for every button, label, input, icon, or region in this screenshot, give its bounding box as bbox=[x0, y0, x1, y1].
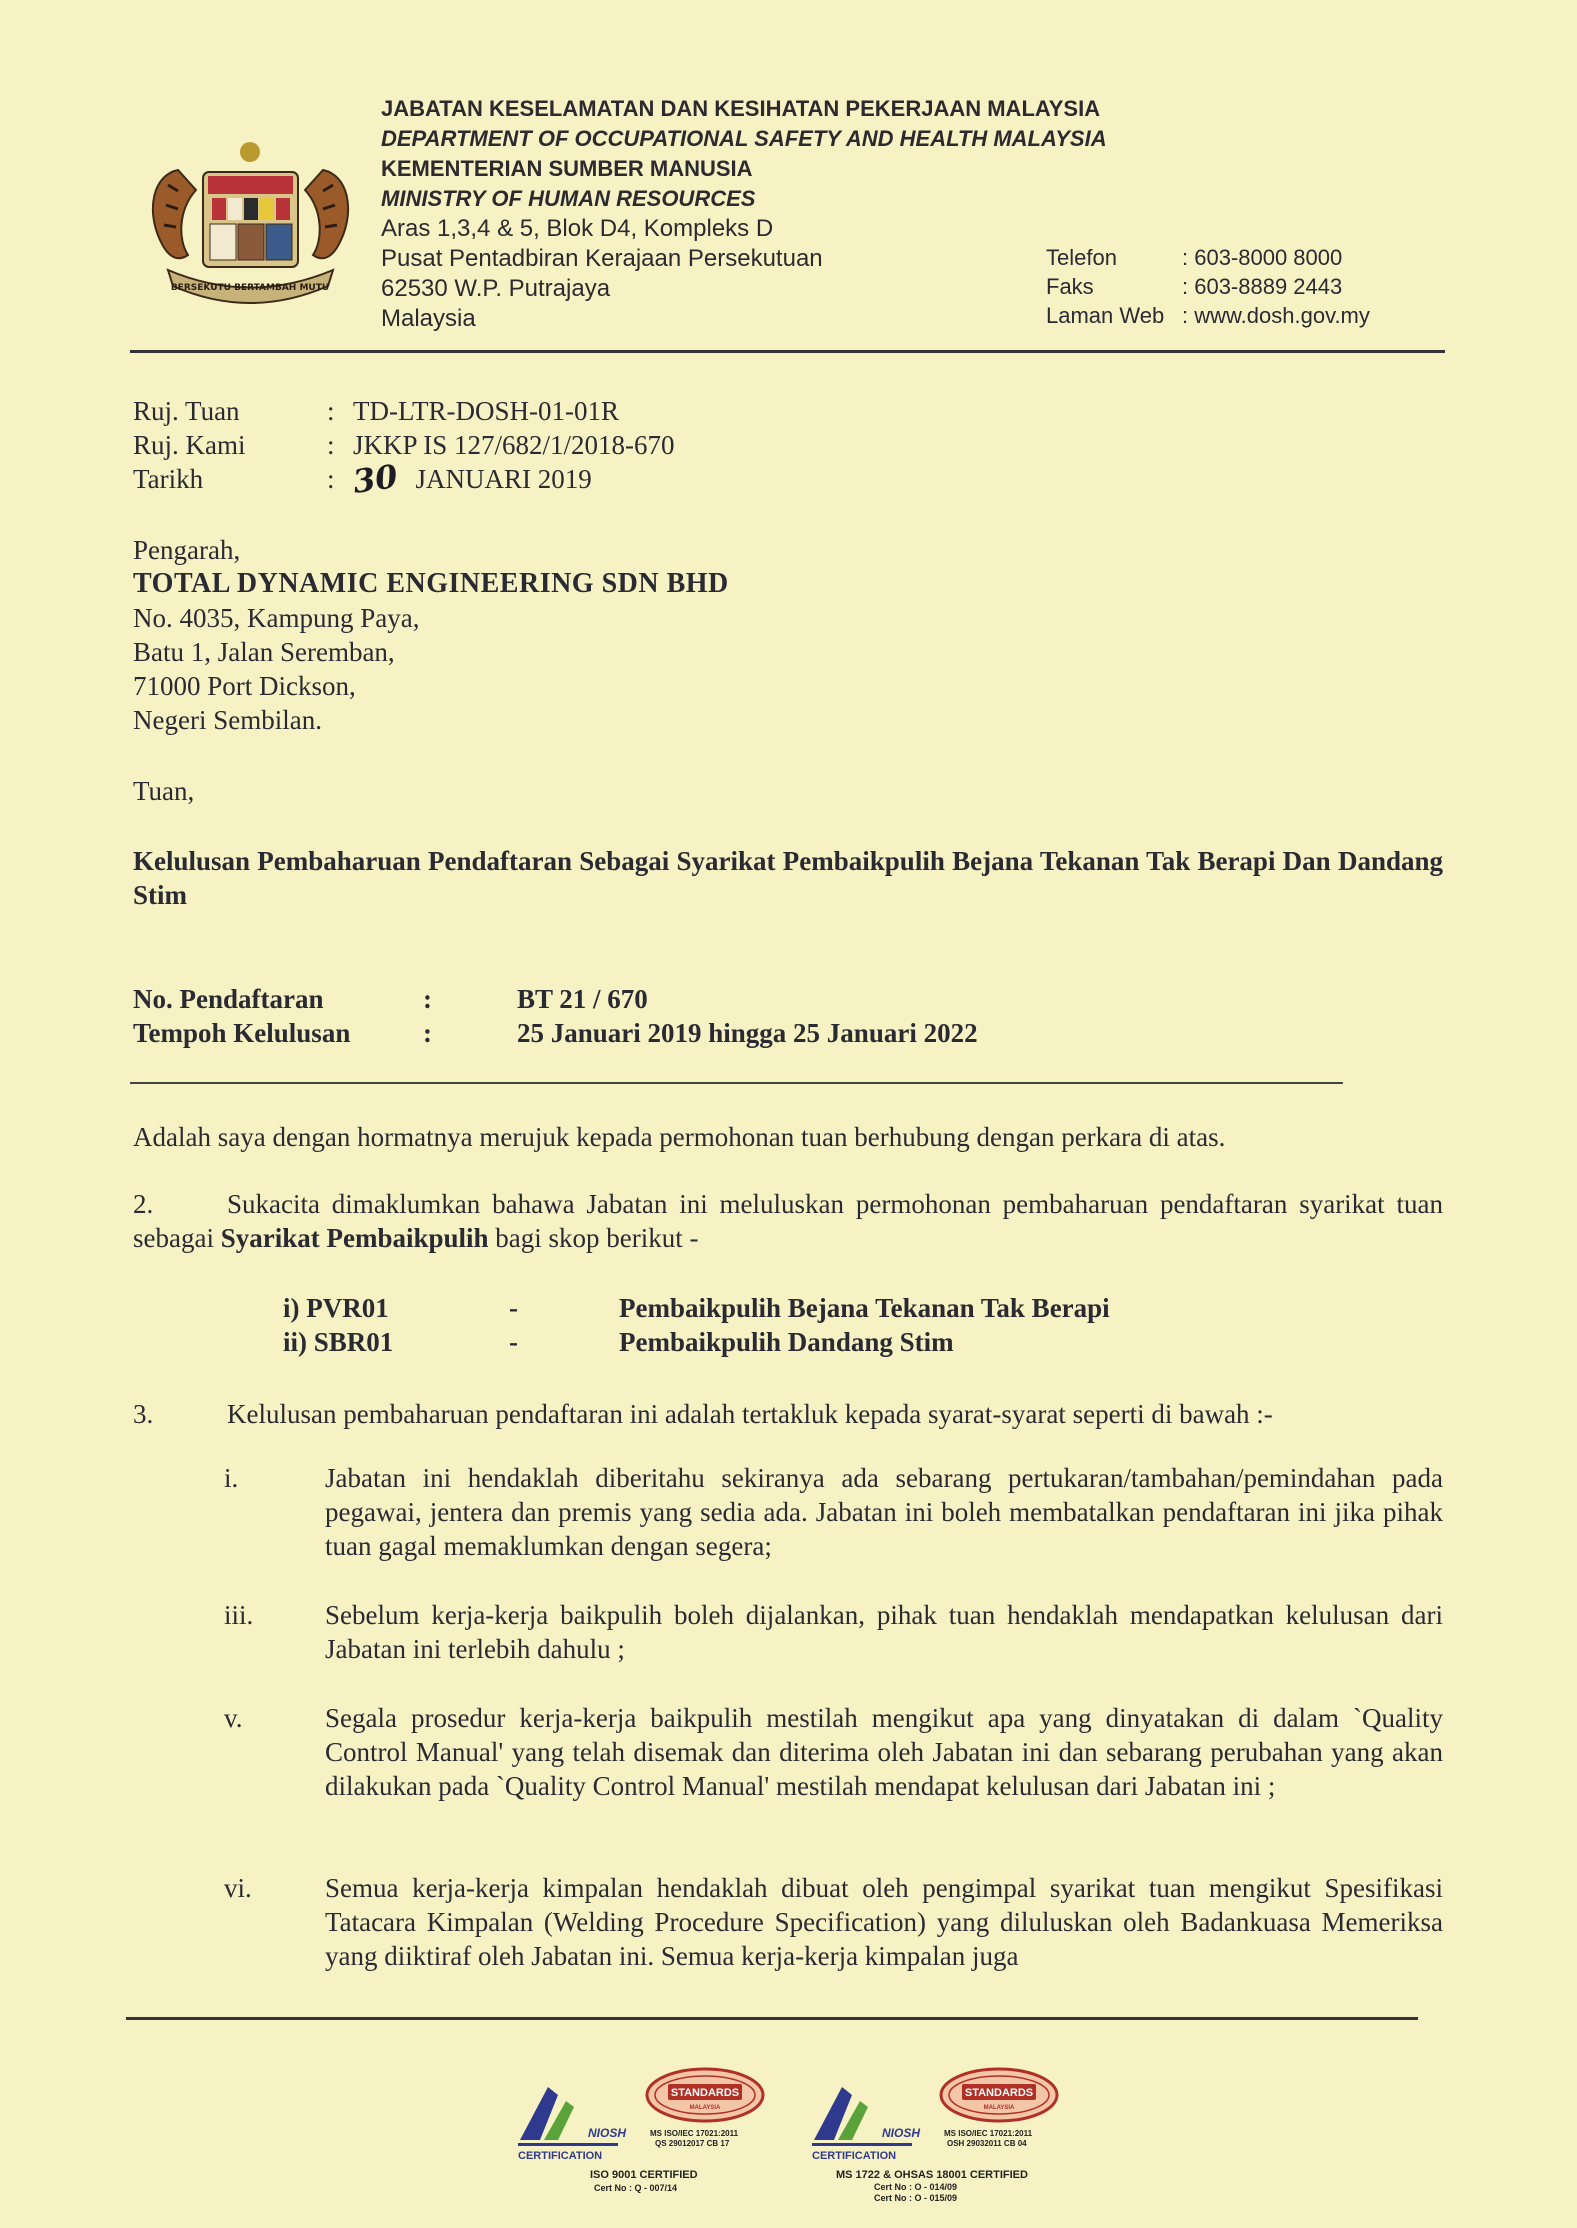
scope-code: i) PVR01 bbox=[283, 1293, 389, 1323]
dept-name-en: DEPARTMENT OF OCCUPATIONAL SAFETY AND HEALTH MALAYSIA bbox=[381, 126, 1107, 151]
ref-label: Ruj. Kami bbox=[133, 430, 246, 460]
contact-value: : 603-8000 8000 bbox=[1182, 245, 1343, 270]
condition-number: iii. bbox=[224, 1600, 254, 1630]
condition-number: i. bbox=[224, 1463, 239, 1493]
certification-mark-iso9001 bbox=[510, 2065, 770, 2205]
dept-name-ms: JABATAN KESELAMATAN DAN KESIHATAN PEKERJAAN MALAYSIA bbox=[381, 96, 1101, 121]
niosh-certification-logo bbox=[804, 2065, 1064, 2165]
certificate-number: Cert No : O - 014/09 bbox=[874, 2182, 958, 2192]
ref-colon: : bbox=[327, 396, 335, 426]
ref-row-ruj-tuan bbox=[133, 394, 675, 428]
paragraph-number: 2. bbox=[133, 1189, 154, 1219]
certificate-number: Cert No : Q - 007/14 bbox=[594, 2183, 678, 2193]
ref-row-tarikh bbox=[133, 457, 675, 501]
recipient-title: Pengarah, bbox=[133, 535, 241, 565]
malaysia-crest-logo bbox=[138, 130, 363, 305]
contact-row-phone bbox=[1046, 243, 1370, 272]
registration-row-no bbox=[133, 982, 978, 1016]
condition-item bbox=[224, 1598, 1443, 1666]
ref-value: JANUARI 2019 bbox=[415, 464, 592, 494]
paragraph-3 bbox=[133, 1397, 1443, 1431]
scope-code: ii) SBR01 bbox=[283, 1327, 394, 1357]
address-line: Malaysia bbox=[381, 305, 476, 332]
niosh-text: NIOSH bbox=[588, 2126, 627, 2140]
standards-text: STANDARDS bbox=[670, 2087, 740, 2099]
paragraph-number: 3. bbox=[133, 1399, 154, 1429]
contact-label: Faks bbox=[1046, 274, 1094, 299]
condition-number: vi. bbox=[224, 1873, 252, 1903]
crest-motto: BERSEKUTU BERTAMBAH MUTU bbox=[170, 283, 330, 293]
standards-text: STANDARDS bbox=[964, 2087, 1034, 2099]
address-line: Aras 1,3,4 & 5, Blok D4, Kompleks D bbox=[381, 215, 774, 242]
reference-block bbox=[133, 394, 675, 501]
niosh-text: NIOSH bbox=[882, 2126, 921, 2140]
niosh-certification-logo bbox=[510, 2065, 770, 2165]
registration-colon: : bbox=[423, 1018, 432, 1048]
certification-caption: MS 1722 & OHSAS 18001 CERTIFIED bbox=[836, 2169, 1028, 2181]
registration-label: Tempoh Kelulusan bbox=[133, 1018, 351, 1048]
standards-sub-text: MALAYSIA bbox=[689, 2105, 721, 2111]
accreditation-line: MS ISO/IEC 17021:2011 bbox=[650, 2129, 739, 2138]
registration-colon: : bbox=[423, 984, 432, 1014]
address-line: 62530 W.P. Putrajaya bbox=[381, 275, 611, 302]
certificate-number: Cert No : O - 015/09 bbox=[874, 2193, 958, 2203]
recipient-line: No. 4035, Kampung Paya, bbox=[133, 603, 420, 633]
paragraph-2 bbox=[133, 1187, 1443, 1255]
paragraph-text: Sukacita dimaklumkan bahawa Jabatan ini meluluskan permohonan pembaharuan pendaftaran syarikat tuan sebagai bbox=[133, 1189, 1443, 1253]
scope-description: Pembaikpulih Dandang Stim bbox=[619, 1327, 954, 1357]
condition-text: Sebelum kerja-kerja baikpulih boleh dijalankan, pihak tuan hendaklah mendapatkan kelulusan dari Jabatan ini terlebih dahulu ; bbox=[325, 1600, 1443, 1664]
ref-row-ruj-kami bbox=[133, 428, 675, 462]
contact-value: : www.dosh.gov.my bbox=[1182, 303, 1370, 328]
certification-text: CERTIFICATION bbox=[812, 2150, 897, 2162]
recipient-line: Batu 1, Jalan Seremban, bbox=[133, 637, 395, 667]
recipient-address bbox=[133, 533, 729, 737]
condition-item bbox=[224, 1871, 1443, 1973]
header-divider bbox=[130, 350, 1445, 353]
scope-dash: - bbox=[509, 1293, 518, 1323]
recipient-line: Negeri Sembilan. bbox=[133, 705, 322, 735]
certification-text: CERTIFICATION bbox=[518, 2150, 603, 2162]
accreditation-line: OSH 29032011 CB 04 bbox=[947, 2139, 1027, 2148]
registration-block bbox=[133, 982, 978, 1050]
registration-label: No. Pendaftaran bbox=[133, 984, 324, 1014]
contact-label: Telefon bbox=[1046, 245, 1117, 270]
registration-value: 25 Januari 2019 hingga 25 Januari 2022 bbox=[517, 1018, 978, 1048]
salutation: Tuan, bbox=[133, 776, 195, 806]
address-line: Pusat Pentadbiran Kerajaan Persekutuan bbox=[381, 245, 823, 272]
footer-divider bbox=[126, 2017, 1418, 2020]
paragraph-text: Kelulusan pembaharuan pendaftaran ini adalah tertakluk kepada syarat-syarat seperti di bawah :- bbox=[227, 1399, 1273, 1429]
paragraph-1: Adalah saya dengan hormatnya merujuk kepada permohonan tuan berhubung dengan perkara di atas. bbox=[133, 1122, 1226, 1152]
condition-text: Jabatan ini hendaklah diberitahu sekiranya ada sebarang pertukaran/tambahan/pemindahan pada pegawai, jentera dan premis yang sedia ada. Jabatan ini boleh membatalkan pendaftaran ini jika pihak tuan gagal memaklumkan dengan segera; bbox=[325, 1463, 1443, 1561]
scope-description: Pembaikpulih Bejana Tekanan Tak Berapi bbox=[619, 1293, 1110, 1323]
ref-colon: : bbox=[327, 430, 335, 460]
ministry-name-ms: KEMENTERIAN SUMBER MANUSIA bbox=[381, 156, 753, 181]
scope-dash: - bbox=[509, 1327, 518, 1357]
ministry-name-en: MINISTRY OF HUMAN RESOURCES bbox=[381, 186, 756, 211]
ref-label: Ruj. Tuan bbox=[133, 396, 240, 426]
accreditation-line: QS 29012017 CB 17 bbox=[655, 2139, 730, 2148]
scope-item bbox=[283, 1325, 1110, 1359]
subject-heading: Kelulusan Pembaharuan Pendaftaran Sebagai Syarikat Pembaikpulih Bejana Tekanan Tak Berapi Dan Dandang Stim bbox=[133, 846, 1443, 910]
contact-info bbox=[1046, 243, 1370, 330]
condition-text: Semua kerja-kerja kimpalan hendaklah dibuat oleh pengimpal syarikat tuan mengikut Spesifikasi Tatacara Kimpalan (Welding Procedure Specification) yang diluluskan oleh Badankuasa Memeriksa yang diiktiraf oleh Jabatan ini. Semua kerja-kerja kimpalan juga bbox=[325, 1873, 1443, 1971]
condition-item bbox=[224, 1461, 1443, 1563]
contact-value: : 603-8889 2443 bbox=[1182, 274, 1343, 299]
accreditation-line: MS ISO/IEC 17021:2011 bbox=[944, 2129, 1033, 2138]
paragraph-text: bagi skop berikut - bbox=[488, 1223, 699, 1253]
registration-row-period bbox=[133, 1016, 978, 1050]
ref-label: Tarikh bbox=[133, 464, 204, 494]
condition-number: v. bbox=[224, 1703, 243, 1733]
condition-text: Segala prosedur kerja-kerja baikpulih mestilah mengikut apa yang dinyatakan di dalam `Quality Control Manual' yang telah disemak dan diterima oleh Jabatan ini dan sebarang perubahan yang akan dilakukan pada `Quality Control Manual' mestilah mendapat kelulusan dari Jabatan ini ; bbox=[325, 1703, 1443, 1801]
ref-colon: : bbox=[327, 464, 335, 494]
certification-caption: ISO 9001 CERTIFIED bbox=[590, 2169, 698, 2181]
condition-item bbox=[224, 1701, 1443, 1803]
standards-sub-text: MALAYSIA bbox=[983, 2105, 1015, 2111]
registration-value: BT 21 / 670 bbox=[517, 984, 648, 1014]
scope-item bbox=[283, 1291, 1110, 1325]
contact-label: Laman Web bbox=[1046, 303, 1165, 328]
letterhead bbox=[381, 94, 1107, 334]
paragraph-bold-text: Syarikat Pembaikpulih bbox=[220, 1223, 489, 1253]
ref-value: TD-LTR-DOSH-01-01R bbox=[353, 396, 619, 426]
handwritten-day: 30 bbox=[350, 457, 400, 501]
recipient-company: TOTAL DYNAMIC ENGINEERING SDN BHD bbox=[133, 568, 729, 599]
recipient-line: 71000 Port Dickson, bbox=[133, 671, 356, 701]
contact-row-fax bbox=[1046, 272, 1370, 301]
ref-value: JKKP IS 127/682/1/2018-670 bbox=[353, 430, 675, 460]
scope-list bbox=[283, 1291, 1110, 1359]
contact-row-web bbox=[1046, 301, 1370, 330]
section-divider bbox=[130, 1082, 1343, 1084]
certification-mark-ohsas bbox=[804, 2065, 1064, 2205]
